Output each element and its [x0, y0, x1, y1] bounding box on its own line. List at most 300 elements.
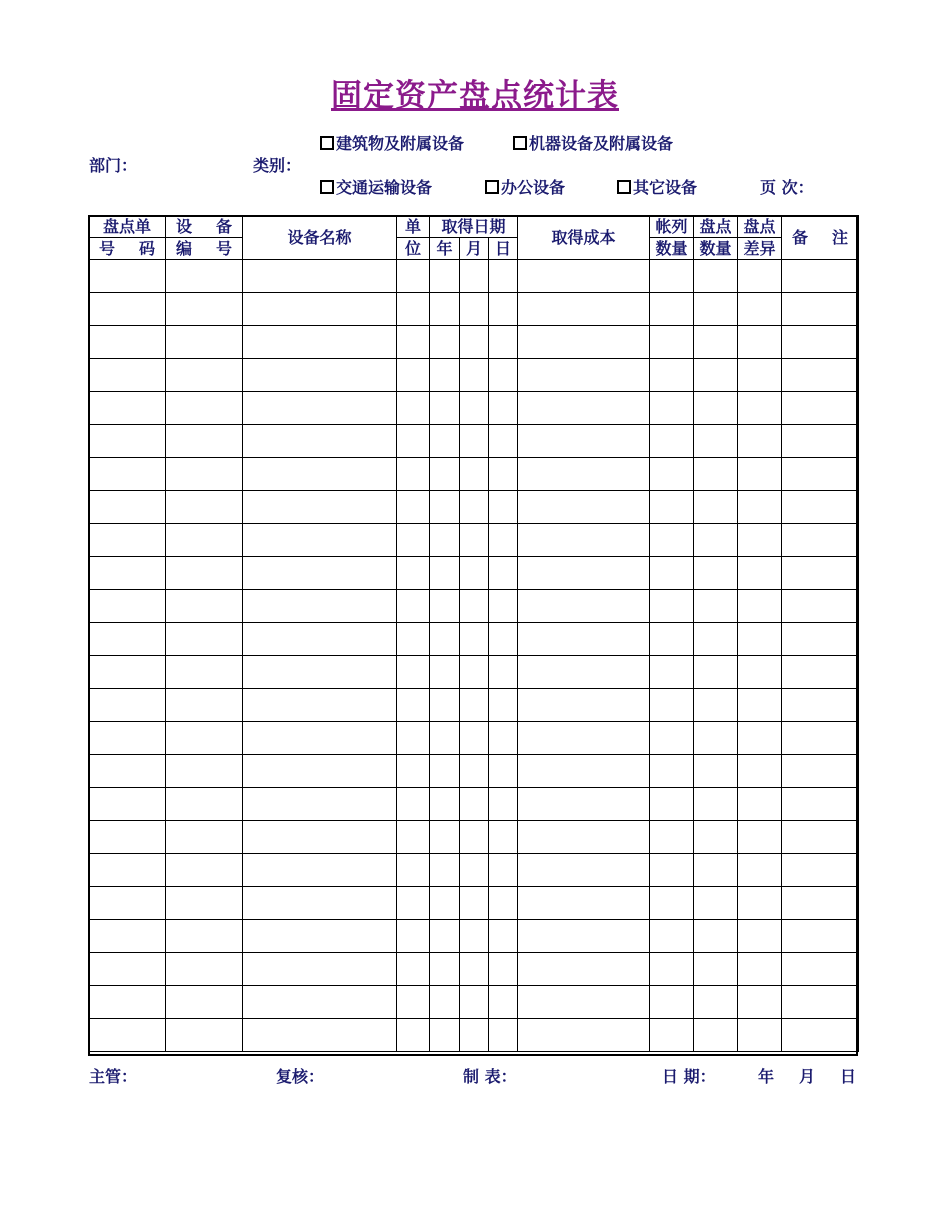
table-cell[interactable] — [694, 590, 738, 623]
table-cell[interactable] — [89, 557, 166, 590]
table-cell[interactable] — [738, 722, 782, 755]
table-cell[interactable] — [89, 458, 166, 491]
table-cell[interactable] — [89, 623, 166, 656]
table-cell[interactable] — [430, 656, 460, 689]
table-cell[interactable] — [397, 854, 430, 887]
table-cell[interactable] — [738, 821, 782, 854]
table-cell[interactable] — [489, 755, 518, 788]
table-cell[interactable] — [518, 524, 650, 557]
table-cell[interactable] — [694, 821, 738, 854]
table-cell[interactable] — [694, 755, 738, 788]
table-cell[interactable] — [518, 1019, 650, 1052]
table-cell[interactable] — [738, 293, 782, 326]
table-cell[interactable] — [397, 1019, 430, 1052]
table-cell[interactable] — [518, 425, 650, 458]
table-cell[interactable] — [782, 821, 859, 854]
table-cell[interactable] — [166, 326, 243, 359]
table-cell[interactable] — [489, 854, 518, 887]
table-cell[interactable] — [650, 359, 694, 392]
table-cell[interactable] — [460, 359, 489, 392]
table-cell[interactable] — [243, 821, 397, 854]
table-cell[interactable] — [489, 788, 518, 821]
table-cell[interactable] — [166, 920, 243, 953]
table-cell[interactable] — [243, 722, 397, 755]
table-cell[interactable] — [694, 326, 738, 359]
table-cell[interactable] — [397, 260, 430, 293]
table-cell[interactable] — [694, 689, 738, 722]
table-cell[interactable] — [460, 392, 489, 425]
table-cell[interactable] — [243, 887, 397, 920]
table-cell[interactable] — [518, 623, 650, 656]
table-cell[interactable] — [430, 293, 460, 326]
table-cell[interactable] — [650, 590, 694, 623]
table-cell[interactable] — [460, 689, 489, 722]
table-cell[interactable] — [89, 986, 166, 1019]
table-cell[interactable] — [397, 491, 430, 524]
table-cell[interactable] — [89, 359, 166, 392]
header-diff-bottom: 差异 — [738, 238, 782, 260]
table-cell[interactable] — [738, 1019, 782, 1052]
table-cell[interactable] — [650, 656, 694, 689]
table-cell[interactable] — [489, 425, 518, 458]
table-cell[interactable] — [782, 425, 859, 458]
option-other[interactable] — [617, 175, 697, 198]
table-cell[interactable] — [782, 986, 859, 1019]
table-cell[interactable] — [460, 854, 489, 887]
table-cell[interactable] — [430, 590, 460, 623]
table-cell[interactable] — [650, 491, 694, 524]
table-cell[interactable] — [650, 788, 694, 821]
table-cell[interactable] — [518, 392, 650, 425]
table-cell[interactable] — [489, 1019, 518, 1052]
table-cell[interactable] — [166, 1019, 243, 1052]
table-cell[interactable] — [738, 326, 782, 359]
table-cell[interactable] — [738, 425, 782, 458]
table-cell[interactable] — [166, 788, 243, 821]
table-cell[interactable] — [782, 359, 859, 392]
table-cell[interactable] — [397, 887, 430, 920]
table-cell[interactable] — [397, 524, 430, 557]
table-cell[interactable] — [430, 359, 460, 392]
option-transport[interactable] — [320, 175, 432, 198]
table-cell[interactable] — [518, 854, 650, 887]
table-cell[interactable] — [489, 623, 518, 656]
table-cell[interactable] — [430, 260, 460, 293]
table-cell[interactable] — [518, 293, 650, 326]
table-cell[interactable] — [518, 689, 650, 722]
table-cell[interactable] — [89, 953, 166, 986]
table-cell[interactable] — [738, 491, 782, 524]
table-cell[interactable] — [518, 557, 650, 590]
table-cell[interactable] — [738, 920, 782, 953]
table-cell[interactable] — [397, 557, 430, 590]
table-cell[interactable] — [782, 623, 859, 656]
table-cell[interactable] — [243, 260, 397, 293]
table-cell[interactable] — [460, 590, 489, 623]
table-cell[interactable] — [782, 557, 859, 590]
table-cell[interactable] — [489, 359, 518, 392]
table-cell[interactable] — [518, 359, 650, 392]
table-cell[interactable] — [782, 689, 859, 722]
table-cell[interactable] — [489, 524, 518, 557]
table-cell[interactable] — [243, 326, 397, 359]
table-cell[interactable] — [89, 491, 166, 524]
table-cell[interactable] — [489, 887, 518, 920]
table-cell[interactable] — [518, 821, 650, 854]
table-cell[interactable] — [430, 425, 460, 458]
table-cell[interactable] — [489, 491, 518, 524]
table-cell[interactable] — [782, 458, 859, 491]
table-cell[interactable] — [738, 986, 782, 1019]
table-cell[interactable] — [694, 392, 738, 425]
table-cell[interactable] — [89, 524, 166, 557]
table-cell[interactable] — [243, 656, 397, 689]
table-cell[interactable] — [243, 590, 397, 623]
table-cell[interactable] — [518, 755, 650, 788]
table-cell[interactable] — [243, 557, 397, 590]
table-cell[interactable] — [489, 260, 518, 293]
table-cell[interactable] — [738, 590, 782, 623]
table-cell[interactable] — [650, 689, 694, 722]
table-cell[interactable] — [460, 524, 489, 557]
table-cell[interactable] — [518, 920, 650, 953]
table-cell[interactable] — [460, 458, 489, 491]
table-cell[interactable] — [430, 458, 460, 491]
table-cell[interactable] — [166, 590, 243, 623]
table-cell[interactable] — [650, 623, 694, 656]
table-cell[interactable] — [460, 887, 489, 920]
table-cell[interactable] — [89, 590, 166, 623]
table-cell[interactable] — [694, 623, 738, 656]
table-cell[interactable] — [460, 821, 489, 854]
table-cell[interactable] — [694, 887, 738, 920]
table-cell[interactable] — [518, 458, 650, 491]
table-cell[interactable] — [518, 491, 650, 524]
table-cell[interactable] — [166, 887, 243, 920]
table-cell[interactable] — [694, 722, 738, 755]
table-cell[interactable] — [518, 788, 650, 821]
table-cell[interactable] — [782, 953, 859, 986]
checkbox-icon[interactable] — [485, 180, 499, 194]
table-cell[interactable] — [694, 1019, 738, 1052]
table-cell[interactable] — [694, 491, 738, 524]
table-cell[interactable] — [489, 656, 518, 689]
table-cell[interactable] — [460, 953, 489, 986]
table-cell[interactable] — [738, 887, 782, 920]
table-cell[interactable] — [243, 458, 397, 491]
table-cell[interactable] — [430, 689, 460, 722]
table-cell[interactable] — [89, 260, 166, 293]
table-cell[interactable] — [694, 953, 738, 986]
table-cell[interactable] — [397, 359, 430, 392]
table-cell[interactable] — [243, 293, 397, 326]
table-cell[interactable] — [489, 392, 518, 425]
table-cell[interactable] — [650, 260, 694, 293]
table-cell[interactable] — [430, 887, 460, 920]
table-cell[interactable] — [489, 821, 518, 854]
table-cell[interactable] — [738, 557, 782, 590]
table-cell[interactable] — [166, 656, 243, 689]
table-cell[interactable] — [518, 260, 650, 293]
table-cell[interactable] — [738, 755, 782, 788]
table-cell[interactable] — [243, 854, 397, 887]
checkbox-icon[interactable] — [617, 180, 631, 194]
table-cell[interactable] — [430, 491, 460, 524]
table-cell[interactable] — [738, 689, 782, 722]
table-cell[interactable] — [460, 623, 489, 656]
table-cell[interactable] — [89, 854, 166, 887]
table-cell[interactable] — [489, 953, 518, 986]
table-cell[interactable] — [430, 524, 460, 557]
table-cell[interactable] — [694, 458, 738, 491]
table-cell[interactable] — [243, 359, 397, 392]
table-cell[interactable] — [460, 920, 489, 953]
table-cell[interactable] — [650, 854, 694, 887]
table-cell[interactable] — [89, 656, 166, 689]
table-cell[interactable] — [243, 920, 397, 953]
table-cell[interactable] — [694, 260, 738, 293]
table-cell[interactable] — [430, 392, 460, 425]
table-cell[interactable] — [397, 590, 430, 623]
table-cell[interactable] — [397, 326, 430, 359]
table-cell[interactable] — [782, 392, 859, 425]
table-cell[interactable] — [738, 788, 782, 821]
table-cell[interactable] — [460, 1019, 489, 1052]
checkbox-icon[interactable] — [320, 136, 334, 150]
table-cell[interactable] — [430, 755, 460, 788]
table-cell[interactable] — [166, 953, 243, 986]
table-cell[interactable] — [650, 953, 694, 986]
table-cell[interactable] — [89, 689, 166, 722]
table-cell[interactable] — [89, 722, 166, 755]
table-cell[interactable] — [89, 887, 166, 920]
table-cell[interactable] — [782, 1019, 859, 1052]
table-cell[interactable] — [489, 590, 518, 623]
table-cell[interactable] — [694, 920, 738, 953]
table-cell[interactable] — [738, 953, 782, 986]
checkbox-icon[interactable] — [513, 136, 527, 150]
table-cell[interactable] — [489, 557, 518, 590]
table-cell[interactable] — [518, 986, 650, 1019]
table-cell[interactable] — [694, 986, 738, 1019]
table-cell[interactable] — [650, 293, 694, 326]
table-cell[interactable] — [166, 986, 243, 1019]
table-cell[interactable] — [782, 524, 859, 557]
table-cell[interactable] — [782, 788, 859, 821]
table-cell[interactable] — [89, 392, 166, 425]
table-cell[interactable] — [430, 953, 460, 986]
table-cell[interactable] — [782, 260, 859, 293]
table-cell[interactable] — [694, 293, 738, 326]
table-cell[interactable] — [243, 524, 397, 557]
table-cell[interactable] — [166, 722, 243, 755]
table-cell[interactable] — [243, 953, 397, 986]
table-cell[interactable] — [166, 557, 243, 590]
table-cell[interactable] — [397, 986, 430, 1019]
table-cell[interactable] — [782, 590, 859, 623]
table-cell[interactable] — [460, 722, 489, 755]
table-cell[interactable] — [166, 260, 243, 293]
table-cell[interactable] — [650, 920, 694, 953]
table-cell[interactable] — [397, 656, 430, 689]
table-cell[interactable] — [782, 656, 859, 689]
table-cell[interactable] — [89, 920, 166, 953]
table-cell[interactable] — [430, 623, 460, 656]
table-cell[interactable] — [89, 425, 166, 458]
table-cell[interactable] — [694, 788, 738, 821]
table-cell[interactable] — [489, 326, 518, 359]
table-cell[interactable] — [397, 920, 430, 953]
table-cell[interactable] — [397, 392, 430, 425]
table-cell[interactable] — [650, 392, 694, 425]
table-cell[interactable] — [89, 788, 166, 821]
table-cell[interactable] — [694, 359, 738, 392]
table-cell[interactable] — [397, 755, 430, 788]
table-cell[interactable] — [397, 689, 430, 722]
table-cell[interactable] — [782, 722, 859, 755]
table-cell[interactable] — [430, 326, 460, 359]
table-cell[interactable] — [460, 788, 489, 821]
table-cell[interactable] — [243, 392, 397, 425]
table-cell[interactable] — [243, 689, 397, 722]
table-cell[interactable] — [694, 854, 738, 887]
table-cell[interactable] — [166, 425, 243, 458]
table-cell[interactable] — [782, 293, 859, 326]
option-machinery[interactable] — [513, 131, 673, 154]
table-cell[interactable] — [243, 491, 397, 524]
table-cell[interactable] — [430, 821, 460, 854]
table-cell[interactable] — [89, 1019, 166, 1052]
table-cell[interactable] — [460, 755, 489, 788]
table-cell[interactable] — [460, 557, 489, 590]
table-cell[interactable] — [650, 755, 694, 788]
table-cell[interactable] — [738, 260, 782, 293]
table-cell[interactable] — [650, 524, 694, 557]
checkbox-icon[interactable] — [320, 180, 334, 194]
table-cell[interactable] — [650, 425, 694, 458]
table-cell[interactable] — [650, 821, 694, 854]
header-remark: 备 注 — [782, 216, 859, 260]
table-cell[interactable] — [460, 260, 489, 293]
table-cell[interactable] — [650, 887, 694, 920]
table-cell[interactable] — [738, 656, 782, 689]
table-cell[interactable] — [430, 557, 460, 590]
table-cell[interactable] — [430, 1019, 460, 1052]
table-cell[interactable] — [460, 425, 489, 458]
table-cell[interactable] — [738, 392, 782, 425]
table-cell[interactable] — [243, 755, 397, 788]
table-cell[interactable] — [166, 359, 243, 392]
table-cell[interactable] — [650, 1019, 694, 1052]
table-cell[interactable] — [738, 359, 782, 392]
table-cell[interactable] — [650, 326, 694, 359]
table-cell[interactable] — [166, 491, 243, 524]
table-cell[interactable] — [397, 722, 430, 755]
table-cell[interactable] — [166, 392, 243, 425]
table-cell[interactable] — [166, 755, 243, 788]
table-cell[interactable] — [166, 623, 243, 656]
table-cell[interactable] — [166, 524, 243, 557]
table-cell[interactable] — [738, 854, 782, 887]
table-cell[interactable] — [489, 722, 518, 755]
table-cell[interactable] — [489, 986, 518, 1019]
table-cell[interactable] — [397, 953, 430, 986]
table-cell[interactable] — [460, 293, 489, 326]
table-cell[interactable] — [166, 458, 243, 491]
table-cell[interactable] — [738, 623, 782, 656]
table-cell[interactable] — [694, 656, 738, 689]
table-cell[interactable] — [738, 524, 782, 557]
table-cell[interactable] — [397, 425, 430, 458]
table-cell[interactable] — [430, 854, 460, 887]
table-cell[interactable] — [166, 821, 243, 854]
table-cell[interactable] — [650, 458, 694, 491]
table-cell[interactable] — [243, 1019, 397, 1052]
table-cell[interactable] — [518, 953, 650, 986]
table-cell[interactable] — [243, 788, 397, 821]
table-cell[interactable] — [460, 326, 489, 359]
table-cell[interactable] — [782, 326, 859, 359]
table-cell[interactable] — [460, 491, 489, 524]
table-cell[interactable] — [166, 854, 243, 887]
table-cell[interactable] — [89, 326, 166, 359]
table-cell[interactable] — [782, 854, 859, 887]
table-cell[interactable] — [397, 293, 430, 326]
table-cell[interactable] — [782, 920, 859, 953]
table-cell[interactable] — [489, 458, 518, 491]
table-cell[interactable] — [489, 920, 518, 953]
table-cell[interactable] — [489, 293, 518, 326]
table-cell[interactable] — [694, 557, 738, 590]
table-cell[interactable] — [397, 458, 430, 491]
table-cell[interactable] — [782, 755, 859, 788]
table-cell[interactable] — [397, 821, 430, 854]
table-cell[interactable] — [650, 986, 694, 1019]
table-cell[interactable] — [397, 788, 430, 821]
table-cell[interactable] — [89, 821, 166, 854]
table-cell[interactable] — [694, 524, 738, 557]
table-cell[interactable] — [650, 557, 694, 590]
table-cell[interactable] — [397, 623, 430, 656]
option-office[interactable] — [485, 175, 565, 198]
table-cell[interactable] — [782, 887, 859, 920]
table-cell[interactable] — [518, 590, 650, 623]
table-cell[interactable] — [166, 689, 243, 722]
table-cell[interactable] — [518, 326, 650, 359]
table-cell[interactable] — [166, 293, 243, 326]
table-cell[interactable] — [89, 755, 166, 788]
table-cell[interactable] — [650, 722, 694, 755]
table-cell[interactable] — [518, 887, 650, 920]
table-cell[interactable] — [243, 986, 397, 1019]
table-cell[interactable] — [430, 722, 460, 755]
table-cell[interactable] — [89, 293, 166, 326]
table-cell[interactable] — [243, 623, 397, 656]
option-building[interactable] — [320, 131, 464, 154]
table-cell[interactable] — [430, 788, 460, 821]
table-cell[interactable] — [430, 920, 460, 953]
table-cell[interactable] — [243, 425, 397, 458]
table-cell[interactable] — [518, 722, 650, 755]
table-cell[interactable] — [782, 491, 859, 524]
table-cell[interactable] — [518, 656, 650, 689]
table-cell[interactable] — [738, 458, 782, 491]
table-cell[interactable] — [460, 656, 489, 689]
table-cell[interactable] — [460, 986, 489, 1019]
table-cell[interactable] — [430, 986, 460, 1019]
table-cell[interactable] — [694, 425, 738, 458]
table-cell[interactable] — [489, 689, 518, 722]
